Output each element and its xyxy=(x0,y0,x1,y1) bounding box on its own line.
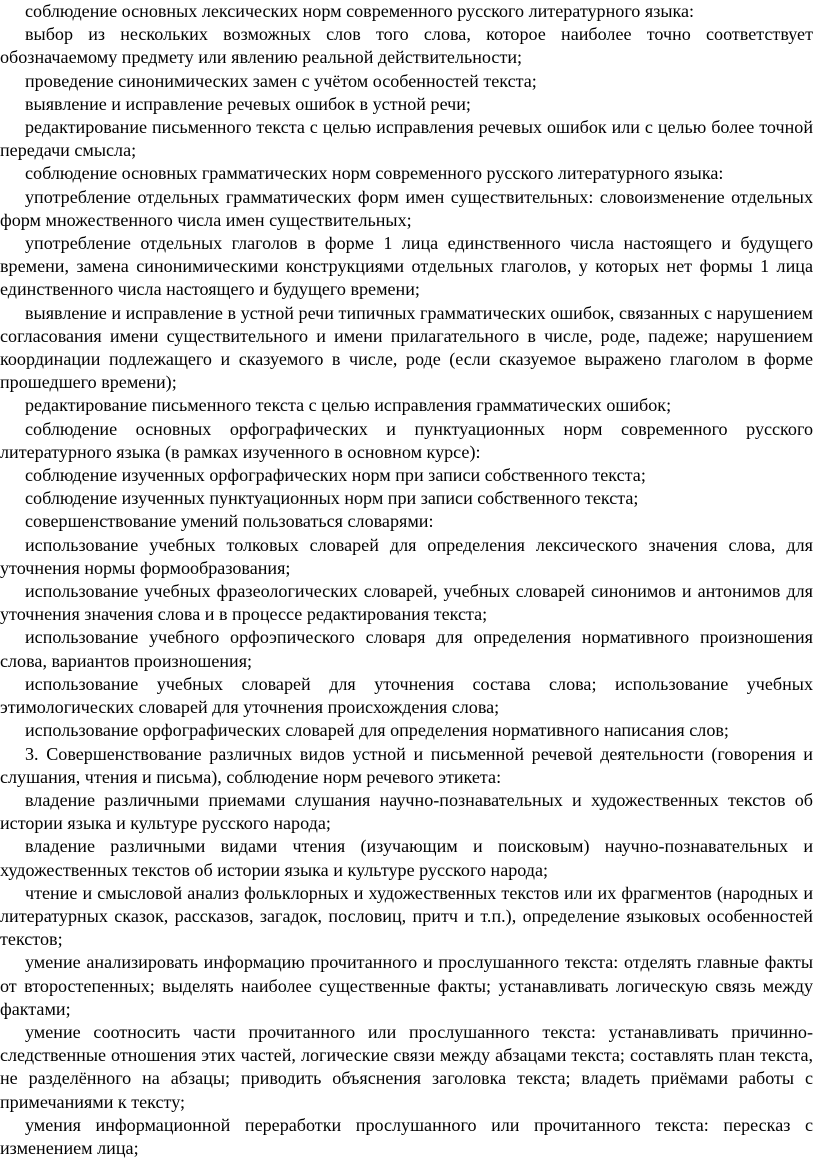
paragraph-folklore-analysis: чтение и смысловой анализ фольклорных и художественных текстов или их фрагментов (народных и литературных сказок, рассказов, загадок, пословиц, притч и т.п.), определение языковых особенностей текстов; xyxy=(0,882,813,950)
paragraph-text-parts-correlation: умение соотносить части прочитанного или прослушанного текста: устанавливать причинно-следственные отношения этих частей, логические связи между абзацами текста; составлять план текста, не разделённого на абзацы; приводить объяснения заголовка текста; владеть приёмами работы с примечаниями к тексту; xyxy=(0,1021,813,1112)
paragraph-synonym-replacement: проведение синонимических замен с учётом особенностей текста; xyxy=(25,70,537,91)
paragraph-text-editing: редактирование письменного текста с целью исправления речевых ошибок или с целью более точной передачи смысла; xyxy=(0,117,813,161)
paragraph-speech-errors: выявление и исправление речевых ошибок в устной речи; xyxy=(25,93,471,114)
paragraph-explanatory-dictionaries: использование учебных толковых словарей для определения лексического значения слова, для уточнения нормы формообразования; xyxy=(0,534,813,578)
paragraph-etymological-dictionaries: использование учебных словарей для уточнения состава слова; использование учебных этимологических словарей для уточнения происхождения слова; xyxy=(0,673,813,718)
paragraph-orthoepic-dictionary: использование учебного орфоэпического словаря для определения нормативного произношения слова, вариантов произношения; xyxy=(0,627,813,671)
paragraph-grammar-errors: выявление и исправление в устной речи типичных грамматических ошибок, связанных с нарушением согласования имени существительного и имени прилагательного в числе, роде, падеже; нарушением координации подлежащего и сказуемого в числе, роде (если сказуемое выражено глаголом в форме прошедшего времени); xyxy=(0,302,813,393)
paragraph-word-choice: выбор из нескольких возможных слов того слова, которое наиболее точно соответствует обозначаемому предмету или явлению реальной действительности; xyxy=(0,24,813,68)
paragraph-reading-types: владение различными видами чтения (изучающим и поисковым) научно-познавательных и художественных текстов об истории языка и культуре русского народа; xyxy=(0,836,813,880)
paragraph-spelling-dictionaries: использование орфографических словарей для определения нормативного написания слов; xyxy=(25,720,729,741)
paragraph-spelling-punctuation-norms: соблюдение основных орфографических и пунктуационных норм современного русского литературного языка (в рамках изученного в основном курсе): xyxy=(0,418,813,462)
paragraph-dictionary-skills: совершенствование умений пользоваться словарями: xyxy=(25,511,434,532)
paragraph-spelling-norms: соблюдение изученных орфографических норм при записи собственного текста; xyxy=(25,465,646,486)
paragraph-information-processing: умения информационной переработки прослушанного или прочитанного текста: пересказ с изменением лица; xyxy=(0,1114,813,1158)
paragraph-lexical-norms: соблюдение основных лексических норм современного русского литературного языка: xyxy=(25,1,695,21)
paragraph-grammar-editing: редактирование письменного текста с целью исправления грамматических ошибок; xyxy=(25,395,672,416)
paragraph-grammar-norms: соблюдение основных грамматических норм современного русского литературного языка: xyxy=(25,163,724,184)
paragraph-listening-techniques: владение различными приемами слушания научно-познавательных и художественных текстов об истории языка и культуре русского народа; xyxy=(0,789,813,834)
paragraph-punctuation-norms: соблюдение изученных пунктуационных норм при записи собственного текста; xyxy=(25,488,639,509)
paragraph-noun-forms: употребление отдельных грамматических форм имен существительных: словоизменение отдельных форм множественного числа имен существительных; xyxy=(0,186,813,230)
paragraph-information-analysis: умение анализировать информацию прочитанного и прослушанного текста: отделять главные факты от второстепенных; выделять наиболее существенные факты; устанавливать логическую связь между фактами; xyxy=(0,952,813,1019)
paragraph-phraseological-dictionaries: использование учебных фразеологических словарей, учебных словарей синонимов и антонимов для уточнения значения слова и в процессе редактирования текста; xyxy=(0,581,813,625)
paragraph-section-3-heading: 3. Совершенствование различных видов устной и письменной речевой деятельности (говорения и слушания, чтения и письма), соблюдение норм речевого этикета: xyxy=(0,743,813,787)
paragraph-verb-forms: употребление отдельных глаголов в форме 1 лица единственного числа настоящего и будущего времени, замена синонимическими конструкциями отдельных глаголов, у которых нет формы 1 лица единственного числа настоящего и будущего времени; xyxy=(0,233,813,300)
